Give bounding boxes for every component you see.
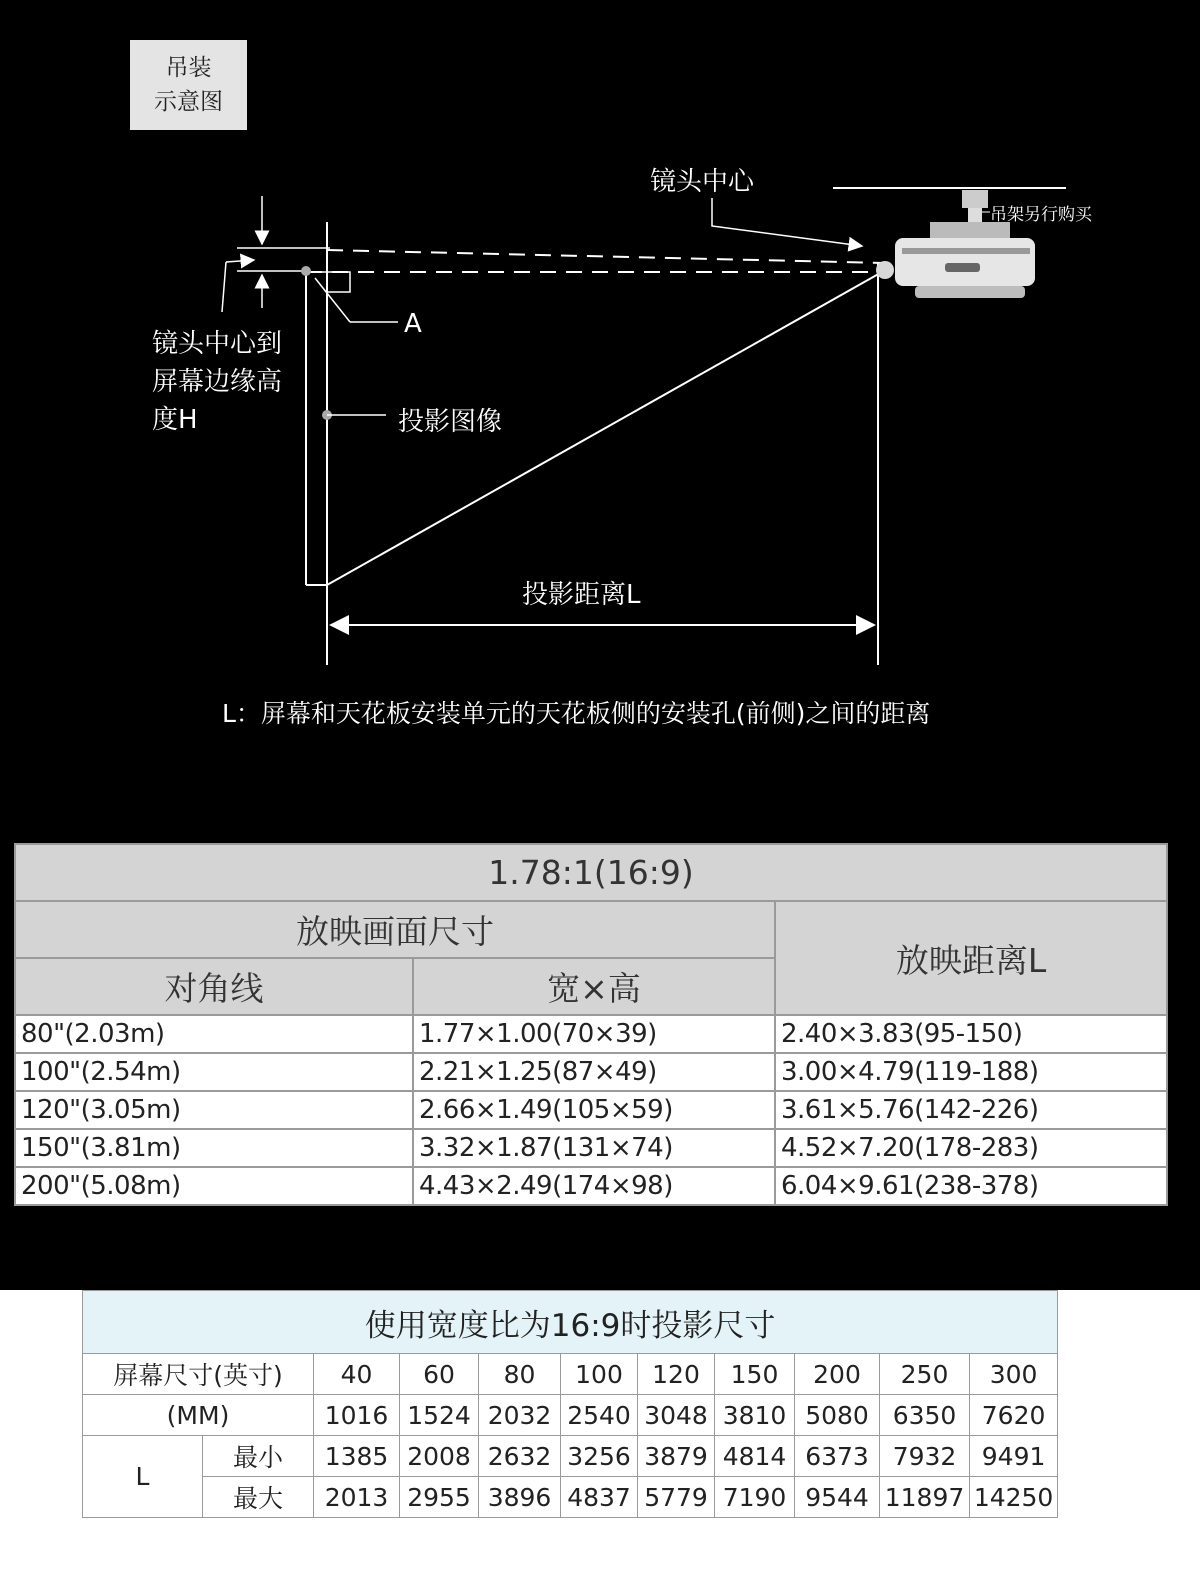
max-cell: 9544 — [795, 1477, 880, 1518]
mm-cell: 6350 — [880, 1395, 970, 1436]
table-row — [83, 1477, 1058, 1518]
table1-title: 1.78:1(16:9) — [15, 844, 1167, 901]
badge-line2: 示意图 — [154, 89, 223, 115]
min-cell: 7932 — [880, 1436, 970, 1477]
mm-cell: 7620 — [970, 1395, 1058, 1436]
size-cell: 300 — [970, 1354, 1058, 1395]
diagonal-cell: 200"(5.08m) — [15, 1167, 413, 1205]
height-label-line2: 屏幕边缘高 — [152, 367, 283, 397]
mm-cell: 5080 — [795, 1395, 880, 1436]
wh-cell: 4.43×2.49(174×98) — [413, 1167, 775, 1205]
size-header: 放映画面尺寸 — [15, 901, 775, 958]
mm-cell: 1016 — [314, 1395, 400, 1436]
diagonal-header: 对角线 — [15, 958, 413, 1015]
distance-cell: 4.52×7.20(178-283) — [775, 1129, 1167, 1167]
mm-cell: 2540 — [561, 1395, 638, 1436]
mm-label: (MM) — [83, 1395, 314, 1436]
max-cell: 14250 — [970, 1477, 1058, 1518]
dashed-top-line — [327, 250, 885, 263]
lens-center-label: 镜头中心 — [650, 167, 755, 197]
size-cell: 40 — [314, 1354, 400, 1395]
distance-cell: 3.61×5.76(142-226) — [775, 1091, 1167, 1129]
size-cell: 100 — [561, 1354, 638, 1395]
min-cell: 9491 — [970, 1436, 1058, 1477]
table-row — [83, 1354, 1058, 1395]
min-cell: 1385 — [314, 1436, 400, 1477]
size-cell: 150 — [715, 1354, 795, 1395]
l-label: L — [83, 1436, 203, 1518]
min-cell: 6373 — [795, 1436, 880, 1477]
min-cell: 4814 — [715, 1436, 795, 1477]
diagonal-cell: 120"(3.05m) — [15, 1091, 413, 1129]
mm-cell: 2032 — [479, 1395, 561, 1436]
wh-cell: 2.21×1.25(87×49) — [413, 1053, 775, 1091]
table2-title: 使用宽度比为16:9时投影尺寸 — [83, 1291, 1058, 1354]
wh-cell: 3.32×1.87(131×74) — [413, 1129, 775, 1167]
height-label-line3: 度H — [152, 405, 198, 435]
projected-image-label: 投影图像 — [398, 407, 503, 437]
max-cell: 3896 — [479, 1477, 561, 1518]
max-cell: 7190 — [715, 1477, 795, 1518]
size-cell: 60 — [400, 1354, 479, 1395]
size-cell: 120 — [638, 1354, 715, 1395]
size-label: 屏幕尺寸(英寸) — [83, 1354, 314, 1395]
table-row — [15, 1015, 1167, 1053]
max-cell: 11897 — [880, 1477, 970, 1518]
badge-line1: 吊装 — [165, 55, 212, 81]
distance-cell: 6.04×9.61(238-378) — [775, 1167, 1167, 1205]
min-cell: 3256 — [561, 1436, 638, 1477]
footnote: L：屏幕和天花板安装单元的天花板侧的安装孔(前侧)之间的距离 — [222, 699, 931, 728]
diagonal-cell: 150"(3.81m) — [15, 1129, 413, 1167]
table-row — [15, 1091, 1167, 1129]
diagonal-cell: 80"(2.03m) — [15, 1015, 413, 1053]
table-row — [15, 1167, 1167, 1205]
badge — [130, 40, 247, 130]
leader-a — [315, 278, 350, 322]
min-cell: 2632 — [479, 1436, 561, 1477]
lens-center-leader — [712, 198, 862, 246]
max-label: 最大 — [203, 1477, 314, 1518]
wh-cell: 1.77×1.00(70×39) — [413, 1015, 775, 1053]
size-cell: 250 — [880, 1354, 970, 1395]
size-cell: 200 — [795, 1354, 880, 1395]
min-cell: 3879 — [638, 1436, 715, 1477]
distance-cell: 2.40×3.83(95-150) — [775, 1015, 1167, 1053]
min-cell: 2008 — [400, 1436, 479, 1477]
wh-cell: 2.66×1.49(105×59) — [413, 1091, 775, 1129]
h-leader2 — [226, 260, 254, 262]
mm-cell: 3810 — [715, 1395, 795, 1436]
table-row — [83, 1436, 1058, 1477]
height-label-line1: 镜头中心到 — [152, 329, 283, 359]
label-a: A — [404, 309, 422, 339]
bracket-note: 吊架另行购买 — [990, 205, 1092, 225]
projection-size-table — [82, 1290, 1058, 1518]
max-cell: 5779 — [638, 1477, 715, 1518]
distance-header: 放映距离L — [775, 901, 1167, 1015]
size-cell: 80 — [479, 1354, 561, 1395]
h-leader — [222, 262, 226, 312]
max-cell: 4837 — [561, 1477, 638, 1518]
table-row — [83, 1395, 1058, 1436]
max-cell: 2955 — [400, 1477, 479, 1518]
min-label: 最小 — [203, 1436, 314, 1477]
image-top-dot — [301, 266, 311, 276]
distance-cell: 3.00×4.79(119-188) — [775, 1053, 1167, 1091]
table-row — [15, 1129, 1167, 1167]
diagonal-cell: 100"(2.54m) — [15, 1053, 413, 1091]
distance-label: 投影距离L — [522, 580, 641, 610]
table-row — [15, 1053, 1167, 1091]
wh-header: 宽×高 — [413, 958, 775, 1015]
mm-cell: 3048 — [638, 1395, 715, 1436]
max-cell: 2013 — [314, 1477, 400, 1518]
throw-distance-table — [14, 843, 1168, 1206]
mm-cell: 1524 — [400, 1395, 479, 1436]
